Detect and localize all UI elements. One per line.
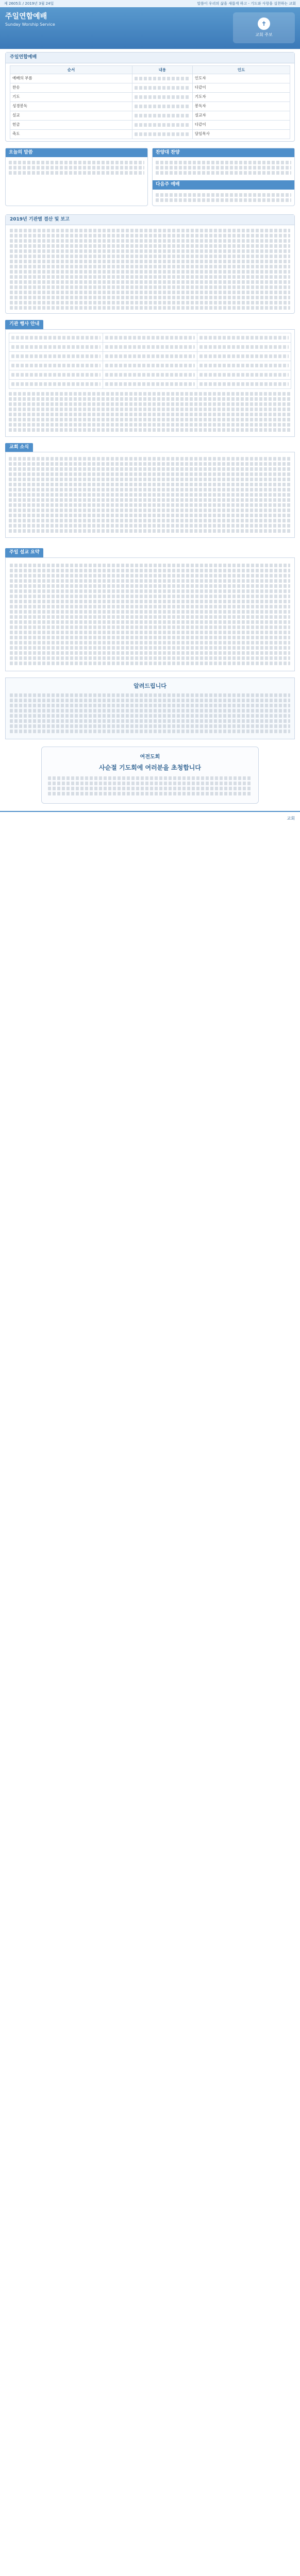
cell [9, 351, 103, 361]
cell: 설교자 [192, 111, 290, 120]
cell [9, 342, 103, 351]
cell [9, 333, 103, 342]
cell: 담임목사 [192, 129, 290, 139]
cell [197, 333, 291, 342]
cell: 축도 [10, 129, 132, 139]
invitation-card [41, 747, 259, 804]
cell: 성경봉독 [10, 101, 132, 111]
cell [197, 379, 291, 388]
table-row [10, 101, 290, 111]
table-row [10, 83, 290, 92]
news-section [0, 440, 300, 541]
table-row [10, 111, 290, 120]
table-row [10, 129, 290, 139]
bulletin-page [0, 0, 300, 825]
cell [132, 92, 192, 101]
cell [103, 370, 197, 379]
header-strip-left: 제 2605호 / 2019년 3월 24일 [4, 1, 54, 6]
table-row [9, 361, 291, 370]
cell [197, 342, 291, 351]
settlement-report-heading: 2019년 기관별 결산 및 보고 [6, 215, 294, 226]
cell: 기도 [10, 92, 132, 101]
sermon-summary-section [0, 545, 300, 674]
sermon-box [5, 148, 148, 206]
cell [103, 379, 197, 388]
news-section-title: 교회 소식 [5, 443, 33, 452]
column-header: 인도 [192, 65, 290, 74]
next-week-title: 다음주 예배 [156, 182, 180, 188]
choir-title: 찬양대 찬양 [156, 149, 180, 155]
header-badge [233, 12, 295, 43]
cell: 다같이 [192, 120, 290, 129]
cell [103, 333, 197, 342]
cell [197, 351, 291, 361]
cell: 인도자 [192, 74, 290, 83]
cell [197, 370, 291, 379]
event-table [9, 333, 291, 389]
header-strip [0, 0, 300, 7]
cell [132, 101, 192, 111]
header [0, 0, 300, 49]
table-row [9, 379, 291, 388]
notice-title: 알려드립니다 [134, 682, 166, 689]
cell [9, 379, 103, 388]
table-row [9, 370, 291, 379]
choir-box [152, 148, 295, 206]
cell: 예배의 부름 [10, 74, 132, 83]
cell: 찬송 [10, 83, 132, 92]
cell: 기도자 [192, 92, 290, 101]
page-subtitle: Sunday Worship Service [5, 22, 55, 27]
settlement-report-box [5, 214, 295, 314]
table-row [10, 120, 290, 129]
footer-right: 교회 [287, 816, 295, 821]
header-badge-label: 교회 주보 [255, 32, 273, 37]
column-header: 순서 [10, 65, 132, 74]
cell: 다같이 [192, 83, 290, 92]
footer [0, 811, 300, 825]
sermon-choir-row [0, 145, 300, 209]
cell [132, 111, 192, 120]
notice-card [5, 677, 295, 740]
invitation-org: 여전도회 [140, 754, 160, 760]
cell [132, 120, 192, 129]
header-strip-right: 말씀이 우리의 삶을 새롭게 하고 - 기도와 사랑을 실천하는 교회 [197, 1, 296, 6]
sermon-summary-title: 주일 설교 요약 [5, 548, 43, 557]
table-row [10, 92, 290, 101]
cell [132, 129, 192, 139]
event-section-title: 기관 행사 안내 [5, 320, 43, 329]
cell [9, 370, 103, 379]
cell [103, 361, 197, 370]
cell: 헌금 [10, 120, 132, 129]
cell [103, 351, 197, 361]
cell: 봉독자 [192, 101, 290, 111]
table-row [9, 342, 291, 351]
invitation-title: 사순절 기도회에 여러분을 초청합니다 [98, 764, 201, 772]
cell [103, 342, 197, 351]
cell [132, 83, 192, 92]
sermon-title: 오늘의 말씀 [9, 149, 33, 155]
event-section [0, 317, 300, 440]
table-row [9, 333, 291, 342]
cell: 설교 [10, 111, 132, 120]
page-title: 주일연합예배 [5, 12, 47, 21]
table-row [9, 351, 291, 361]
cell [9, 361, 103, 370]
table-row [10, 74, 290, 83]
cell [197, 361, 291, 370]
worship-order-table [10, 65, 290, 139]
cell [132, 74, 192, 83]
worship-order-heading: 주일연합예배 [6, 53, 294, 63]
church-logo-icon: ✝ [258, 18, 270, 30]
column-header: 내용 [132, 65, 192, 74]
worship-order-box [5, 52, 295, 142]
